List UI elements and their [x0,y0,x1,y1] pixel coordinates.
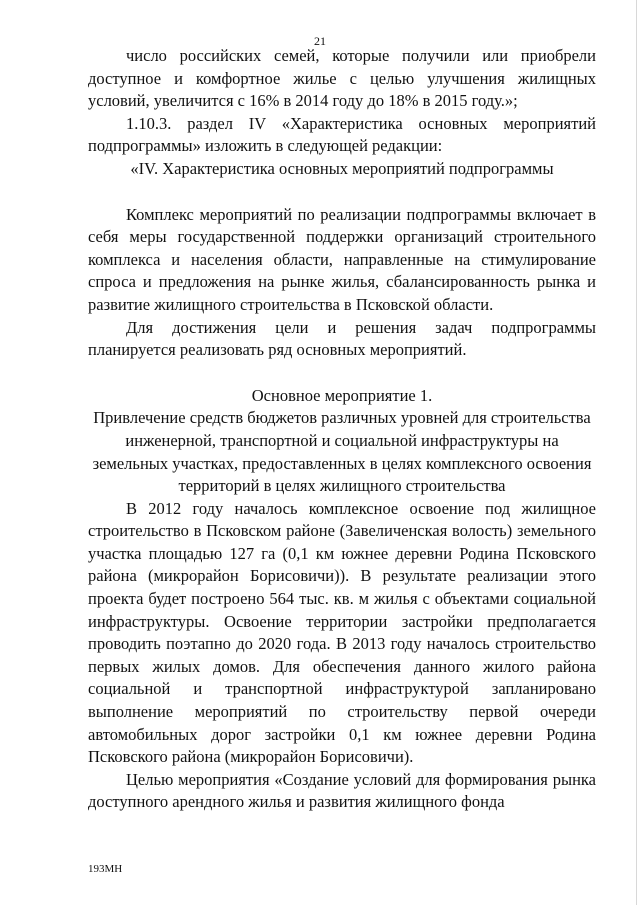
document-body [88,45,596,814]
page-number: 21 [314,34,326,48]
paragraph-families-share: число российских семей, которые получили или приобрели доступное и комфортное жилье с целью улучшения жилищных условий, увеличится с 16% в 2014 году до 18% в 2015 году.»; [88,46,596,111]
measure-heading-number: Основное мероприятие 1. [251,385,433,405]
paragraph-goals: Для достижения цели и решения задач подпрограммы планируется реализовать ряд основных мероприятий. [88,317,596,360]
scan-edge-line [636,0,637,905]
document-code: 193МН [88,863,123,875]
spacer [88,362,596,385]
paragraph-measure-purpose: Целью мероприятия «Создание условий для формирования рынка доступного арендного жилья и развития жилищного фонда [88,769,596,812]
measure-heading-title: Привлечение средств бюджетов различных уровней для строительства инженерной, транспортной и социальной инфраструктуры на земельных участках, предоставленных в целях комплексного освоения территорий в целях жилищного строительства [92,408,592,496]
paragraph-amendment-clause: 1.10.3. раздел IV «Характеристика основных мероприятий подпрограммы» изложить в следующей редакции: [88,113,596,156]
spacer [88,181,596,204]
paragraph-development-project: В 2012 году началось комплексное освоение под жилищное строительство в Псковском районе (Завеличенская волость) земельного участка площадью 127 га (0,1 км южнее деревни Родина Псковского района (микрорайон Борисовичи)). В результате реализации этого проекта будет построено 564 тыс. кв. м жилья с объектами социальной инфраструктуры. Освоение территории застройки предполагается проводить поэтапно до 2020 года. В 2013 году началось строительство первых жилых домов. Для обеспечения данного жилого района социальной и транспортной инфраструктурой запланировано выполнение мероприятий по строительству первой очереди автомобильных дорог застройки 0,1 км южнее деревни Родина Псковского района (микрорайон Борисовичи). [88,498,596,767]
section-title: «IV. Характеристика основных мероприятий подпрограммы [130,158,554,178]
paragraph-measures-complex: Комплекс мероприятий по реализации подпрограммы включает в себя меры государственной поддержки организаций строительного комплекса и населения области, направленные на стимулирование спроса и предложения на рынке жилья, сбалансированность рынка и развитие жилищного строительства в Псковской области. [88,204,596,314]
